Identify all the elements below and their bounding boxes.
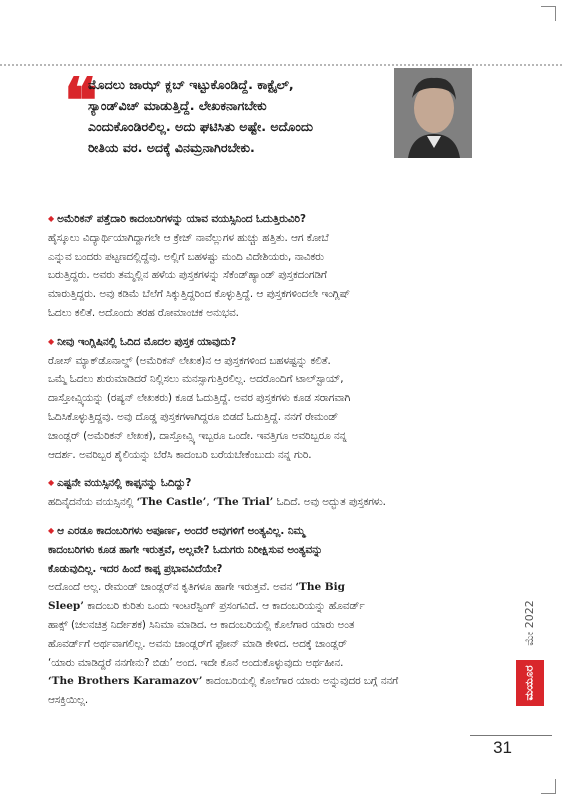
question-line: ಕಾದಂಬರಿಗಳು ಕೂಡ ಹಾಗೇ ಇರುತ್ತವೆ, ಅಲ್ಲವೇ? ಓದುಗರು ನಿರೀಕ್ಷಿಸುವ ಅಂತ್ಯವನ್ನು (48, 543, 323, 556)
author-photo (394, 68, 472, 158)
answer-line: ಅದೊಂದೆ ಅಲ್ಲ. ರೇಮಂಡ್ ಚಾಂಡ್ಲರ್‌ನ ಕೃತಿಗಳೂ ಹಾಗೇ ಇರುತ್ತವೆ. ಅವನ ‘The Big (48, 581, 346, 594)
answer-line: ಓದಲು ಕಲಿತೆ. ಅದೊಂದು ತರಹ ರೋಮಾಂಚಕ ಅನುಭವ. (48, 306, 239, 319)
diamond-bullet-icon: ◆ (48, 478, 55, 488)
issue-date: ಮೇ 2022 (523, 600, 536, 646)
pull-quote (88, 74, 388, 158)
pull-quote-line: ಮೊದಲು ಜಾಝ್ ಕ್ಲಬ್ ಇಟ್ಟುಕೊಂಡಿದ್ದೆ. ಕಾಕ್ಟೈಲ್, (88, 77, 294, 92)
book-title: ‘The Big (295, 581, 346, 594)
question-line: ಕೊಡುವುದಿಲ್ಲ. ಇದರ ಹಿಂದೆ ಕಾಫ್ಕ ಪ್ರಭಾವವಿದೆಯೇ? (48, 562, 223, 575)
answer-line: ಹಾಕ್ಸ್ (ಚಲನಚಿತ್ರ ನಿರ್ದೇಶಕ) ಸಿನಿಮಾ ಮಾಡಿದ. ಆ ಕಾದಂಬರಿಯಲ್ಲಿ ಕೊಲೆಗಾರ ಯಾರು ಅಂತ (48, 618, 355, 631)
answer-line: ಮಾರುತ್ತಿದ್ದರು. ಅವು ಕಡಿಮೆ ಬೆಲೆಗೆ ಸಿಕ್ಕುತ್ತಿದ್ದರಿಂದ ಕೊಳ್ಳುತ್ತಿದ್ದೆ. ಆ ಪುಸ್ತಕಗಳಿಂದಲೇ ಇಂಗ್ಲಿಷ್ (48, 288, 350, 301)
answer-line: ಎನ್ನುವ ಬಂದರು ಪಟ್ಟಣದಲ್ಲಿದ್ದೆವು. ಅಲ್ಲಿಗೆ ಬಹಳಷ್ಟು ಮಂದಿ ವಿದೇಶಿಯರು, ನಾವಿಕರು (48, 250, 324, 263)
interview-article (48, 210, 508, 710)
crop-mark-top (541, 6, 556, 21)
answer-line: ರೋಸ್ ಮ್ಯಾಕ್‌ಡೊನಾಲ್ಡ್ (ಅಮೆರಿಕನ್ ಲೇಖಕ)ನ ಆ ಪುಸ್ತಕಗಳಿಂದ ಬಹಳಷ್ಟನ್ನು ಕಲಿತೆ. (48, 354, 331, 367)
page-number: 31 (493, 738, 512, 757)
crop-mark-bottom (541, 779, 556, 794)
question-line: ◆ ನೀವು ಇಂಗ್ಲಿಷಿನಲ್ಲಿ ಓದಿದ ಮೊದಲ ಪುಸ್ತಕ ಯಾವುದು? (48, 335, 237, 348)
answer-line: ದಾಸ್ತೋವ್ಸ್ಕಿಯನ್ನು (ರಷ್ಯನ್ ಲೇಖಕರು) ಕೂಡ ಓದುತ್ತಿದ್ದೆ. ಅವರ ಪುಸ್ತಕಗಳು ಕೂಡ ಸರಾಗವಾಗಿ (48, 392, 351, 405)
answer-line: ‘ಯಾರು ಮಾಡಿದ್ದರೆ ನನಗೇನು? ಬಿಡು’ ಅಂದ. ಇದೇ ಕೊನೆ ಅಂದುಕೊಳ್ಳುವುದು ಅರ್ಥಹೀನ. (48, 656, 344, 669)
answer-line: Sleep’ ಕಾದಂಬರಿ ಕುರಿತು ಒಂದು ಇಂಟರೆಸ್ಟಿಂಗ್ ಪ್ರಸಂಗವಿದೆ. ಆ ಕಾದಂಬರಿಯನ್ನು ಹೊವರ್ಡ್ (48, 600, 365, 613)
question-line: ◆ ಆ ಎರಡೂ ಕಾದಂಬರಿಗಳು ಅಪೂರ್ಣ, ಅಂದರೆ ಅವುಗಳಿಗೆ ಅಂತ್ಯವಿಲ್ಲ. ನಿಮ್ಮ (48, 524, 305, 537)
answer-line: ಬರುತ್ತಿದ್ದರು. ಅವರು ತಮ್ಮಲ್ಲಿನ ಹಳೆಯ ಪುಸ್ತಕಗಳನ್ನು ಸೆಕೆಂಡ್‌ಹ್ಯಾಂಡ್ ಪುಸ್ತಕದಂಗಡಿಗೆ (48, 269, 327, 282)
answer-line: ಆದರ್ಶ. ಅವರಿಬ್ಬರ ಶೈಲಿಯನ್ನು ಬೆರೆಸಿ ಕಾದಂಬರಿ ಬರೆಯಬೇಕೆಂಬುದು ನನ್ನ ಗುರಿ. (48, 448, 312, 461)
question-line: ◆ ಅಮೆರಿಕನ್ ಪತ್ತೆದಾರಿ ಕಾದಂಬರಿಗಳನ್ನು ಯಾವ ವಯಸ್ಸಿನಿಂದ ಓದುತ್ತಿರುವಿರಿ? (48, 213, 306, 225)
question-line: ◆ ಎಷ್ಟನೇ ವಯಸ್ಸಿನಲ್ಲಿ ಕಾಫ್ಕನನ್ನು ಓದಿದ್ದು? (48, 477, 192, 490)
diamond-bullet-icon: ◆ (48, 214, 55, 223)
pull-quote-line: ರೀತಿಯ ವರ. ಅದಕ್ಕೆ ವಿನಮ್ರನಾಗಿರಬೇಕು. (88, 140, 255, 155)
book-title: Sleep’ (48, 600, 84, 613)
book-title: ‘The Trial’ (212, 496, 274, 509)
author-photo-image (394, 68, 472, 158)
answer-line: ಆಸಕ್ತಿಯಿಲ್ಲ. (48, 694, 89, 707)
opening-quote-icon: ❝ (64, 64, 98, 137)
footer-rule (470, 735, 552, 736)
answer-line: ‘The Brothers Karamazov’ ಕಾದಂಬರಿಯಲ್ಲಿ ಕೊಲೆಗಾರ ಯಾರು ಅನ್ನುವುದರ ಬಗ್ಗೆ ನನಗೆ (48, 675, 399, 688)
pull-quote-line: ಎಂದುಕೊಂಡಿರಲಿಲ್ಲ. ಅದು ಘಟಿಸಿತು ಅಷ್ಟೇ. ಅದೊಂದು (88, 119, 314, 134)
magazine-brand: ಮಯೂರ (516, 660, 544, 706)
book-title: ‘The Castle’ (136, 496, 207, 509)
diamond-bullet-icon: ◆ (48, 336, 55, 346)
answer-line: ಒಮ್ಮೆ ಓದಲು ಶುರುಮಾಡಿದರೆ ನಿಲ್ಲಿಸಲು ಮನಸ್ಸಾಗುತ್ತಿರಲಿಲ್ಲ. ಅದರೊಂದಿಗೆ ಟಾಲ್‌ಸ್ಟಾಯ್, (48, 373, 344, 386)
answer-line: ಓದಿಸಿಕೊಳ್ಳುತ್ತಿದ್ದವು. ಅವು ದೊಡ್ಡ ಪುಸ್ತಕಗಳಾಗಿದ್ದರೂ ಬಿಡದೆ ಓದುತ್ತಿದ್ದೆ. ನನಗೆ ರೇಮಂಡ್ (48, 410, 339, 423)
book-title: ‘The Brothers Karamazov’ (48, 675, 203, 688)
pull-quote-line: ಸ್ಯಾಂಡ್‌ವಿಚ್ ಮಾಡುತ್ತಿದ್ದೆ. ಲೇಖಕನಾಗಬೇಕು (88, 98, 267, 113)
answer-line: ಹೊವರ್ಡ್‌ಗೆ ಅರ್ಥವಾಗಲಿಲ್ಲ. ಅವನು ಚಾಂಡ್ಲರ್‌ಗೆ ಫೋನ್ ಮಾಡಿ ಕೇಳಿದ. ಅದಕ್ಕೆ ಚಾಂಡ್ಲರ್ (48, 637, 347, 650)
answer-line: ಹೈಸ್ಕೂಲು ವಿದ್ಯಾರ್ಥಿಯಾಗಿದ್ದಾಗಲೇ ಆ ಕ್ರೇಜ್ ನಾವೆಲ್ಲುಗಳ ಹುಚ್ಚು ಹತ್ತಿತು. ಆಗ ಕೋಬೆ (48, 231, 329, 244)
answer-line: ಹದಿನೈದನೆಯ ವಯಸ್ಸಿನಲ್ಲಿ ‘The Castle’, ‘The Trial’ ಓದಿದೆ. ಅವು ಅದ್ಭುತ ಪುಸ್ತಕಗಳು. (48, 496, 386, 509)
answer-line: ಚಾಂಡ್ಲರ್ (ಅಮೆರಿಕನ್ ಲೇಖಕ), ದಾಸ್ತೋವ್ಸ್ಕಿ ಇಬ್ಬರೂ ಒಂದೇ. ಇವತ್ತಿಗೂ ಅವರಿಬ್ಬರೂ ನನ್ನ (48, 429, 347, 442)
diamond-bullet-icon: ◆ (48, 525, 55, 535)
